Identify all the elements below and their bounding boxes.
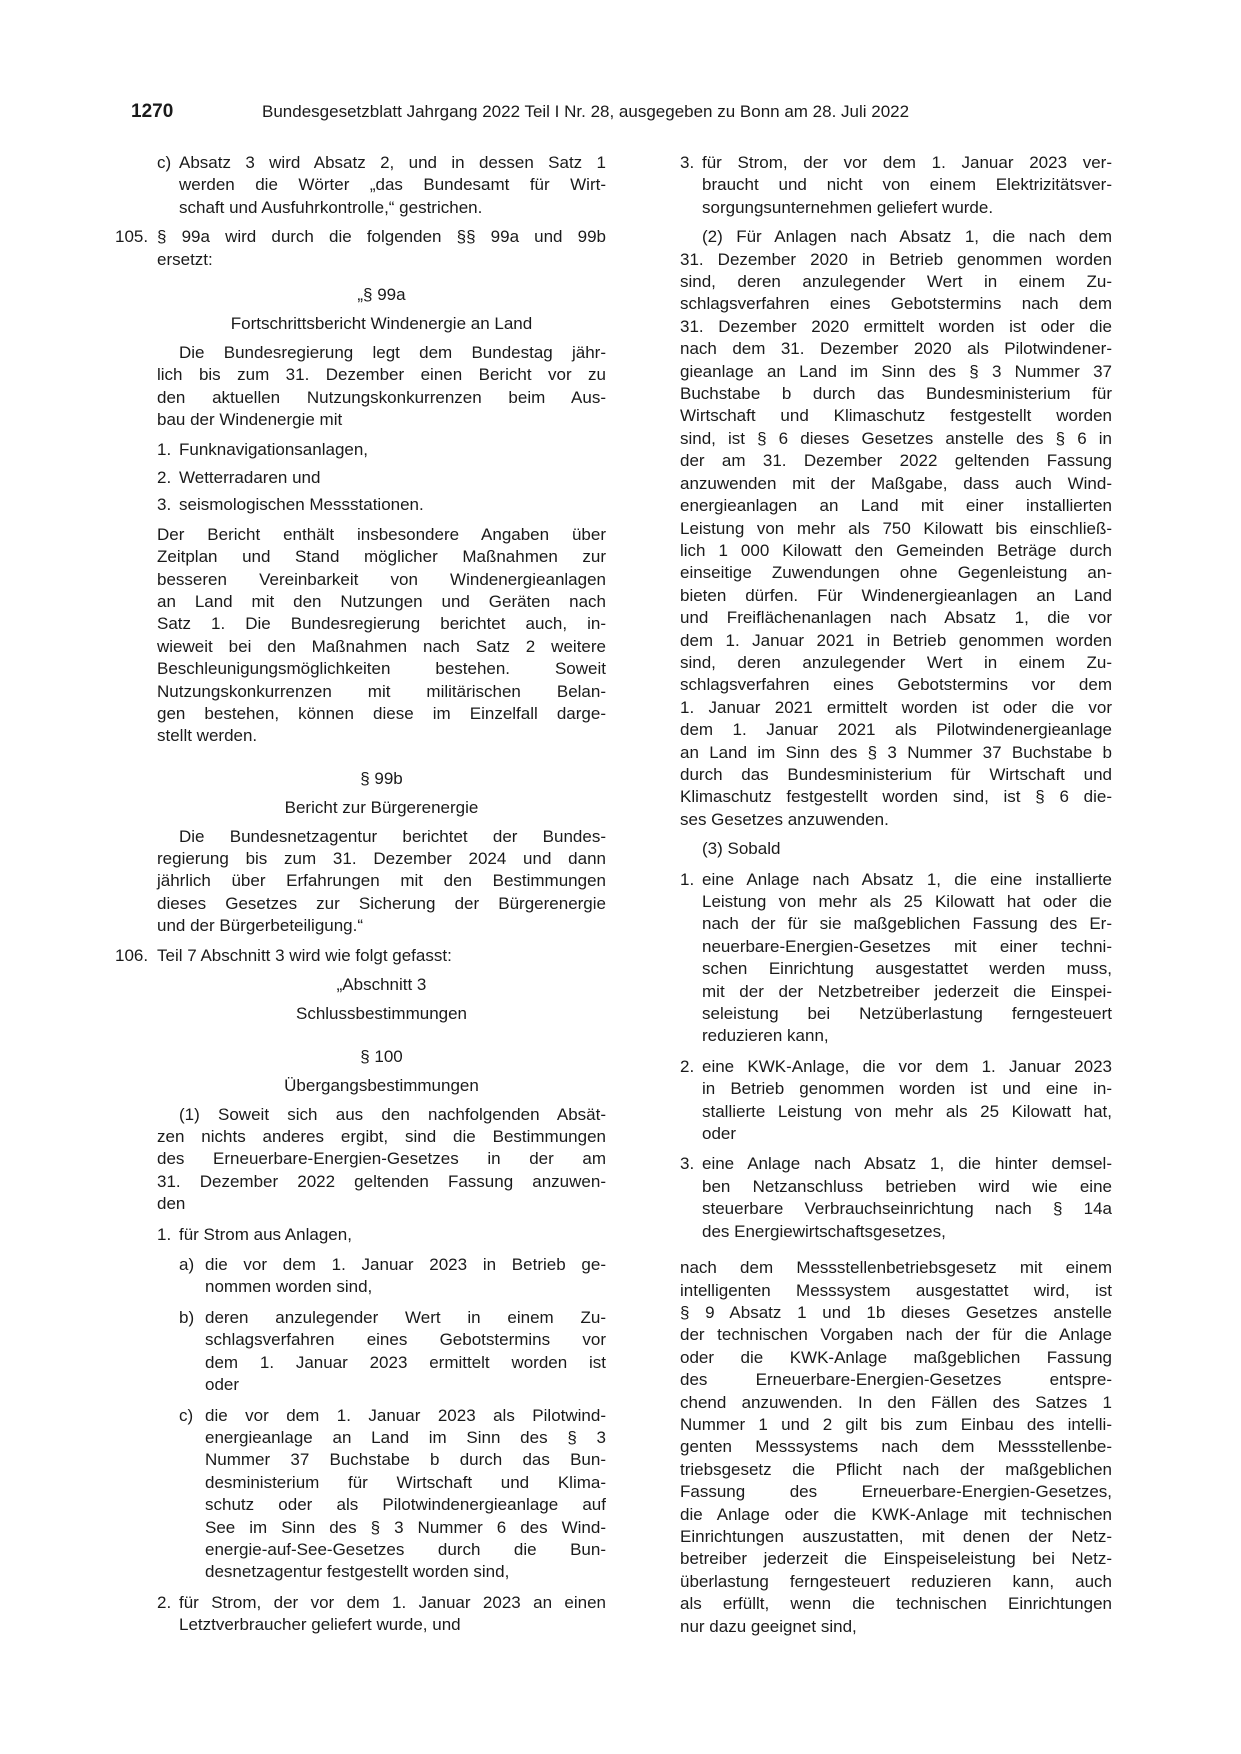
chapter-heading: „Abschnitt 3 bbox=[336, 975, 427, 994]
amendment-106 bbox=[115, 945, 606, 967]
paragraph-intro: (3) Sobald bbox=[702, 839, 781, 859]
item-text: § 99a wird durch die folgenden §§ 99a und 99b ersetzt: bbox=[157, 227, 606, 269]
amendment-105 bbox=[115, 226, 606, 271]
section-heading: § 99b bbox=[360, 768, 403, 788]
item-text: Absatz 3 wird Absatz 2, und in dessen Satz 1 werden die Wörter „das Bundesamt für Wirt- schaft und Ausfuhrkontrolle,“ gestrichen. bbox=[179, 153, 606, 217]
list-item: 2. eine KWK-Anlage, die vor dem 1. Januar 2023 in Betrieb genommen worden ist und eine in- stallierte Leistung von mehr als 25 Kilowatt hat, oder bbox=[680, 1056, 1112, 1144]
list-item: 1. eine Anlage nach Absatz 1, die eine installierte Leistung von mehr als 25 Kilowatt hat oder die nach der für sie maßgeblichen Fassung des Er- neuerbare-Energien-Gesetzes mit einer techni- schen Einrichtung ausgestattet werden muss, mit der der Netzbetreiber jederzeit die Einspei- seleistung bei Netzüberlastung ferngesteuert reduzieren kann, bbox=[680, 869, 1112, 1046]
list-item: 1. Funknavigationsanlagen, bbox=[157, 440, 369, 460]
running-title: Bundesgesetzblatt Jahrgang 2022 Teil I Nr. 28, ausgegeben zu Bonn am 28. Juli 2022 bbox=[262, 102, 910, 121]
paragraph: (2) Für Anlagen nach Absatz 1, die nach dem 31. Dezember 2020 in Betrieb genommen worden sind, deren anzulegender Wert in einem Zu- schlagsverfahren eines Gebotstermins nach dem 31. Dezember 2020 ermittelt worden ist oder die nach dem 31. Dezember 2020 als Pilotwindener- gieanlage an Land im Sinn des § 3 Nummer 37 Buchstabe b durch das Bundesministerium für Wirtschaft und Klimaschutz festgestellt worden sind, ist § 6 dieses Gesetzes anstelle des § 6 in der am 31. Dezember 2022 geltenden Fassung anzuwenden mit der Maßgabe, dass auch Wind- energieanlagen an Land mit einer installierten Leistung von mehr als 750 Kilowatt bis einschließ- lich 1 000 Kilowatt den Gemeinden Beträge durch einseitige Zuwendungen ohne Gegenleistung an- bieten dürfen. Für Windenergieanlagen an Land und Freiflächenanlagen nach Absatz 1, die vor dem 1. Januar 2021 in Betrieb genommen worden sind, deren anzulegender Wert in einem Zu- schlagsverfahren eines Gebotstermins vor dem 1. Januar 2021 ermittelt worden ist oder die vor dem 1. Januar 2021 als Pilotwindenergieanlage an Land im Sinn des § 3 Nummer 37 Buchstabe b durch das Bundesministerium für Wirtschaft und Klimaschutz festgestellt worden sind, ist § 6 die- ses Gesetzes anzuwenden. bbox=[680, 227, 1112, 829]
list-item: 2. Wetterradaren und bbox=[157, 467, 321, 487]
section-title: Übergangsbestimmungen bbox=[284, 1076, 479, 1096]
right-column bbox=[680, 152, 1112, 1638]
item-label: 106. bbox=[115, 945, 149, 965]
list-item: 3. seismologischen Messstationen. bbox=[157, 495, 424, 515]
paragraph: Die Bundesregierung legt dem Bundestag jähr- lich bis zum 31. Dezember einen Bericht vor zu den aktuellen Nutzungskonkurrenzen beim Aus- bau der Windenergie mit bbox=[157, 342, 606, 430]
left-column bbox=[115, 152, 606, 1637]
section-heading: § 100 bbox=[360, 1046, 403, 1066]
paragraph: (1) Soweit sich aus den nachfolgenden Absät- zen nichts anderes ergibt, sind die Bestimmungen des Erneuerbare-Energien-Gesetzes in der am 31. Dezember 2022 geltenden Fassung anzuwen- den bbox=[157, 1104, 606, 1214]
section-title: Bericht zur Bürgerenergie bbox=[284, 798, 479, 818]
list-item: c) die vor dem 1. Januar 2023 als Pilotwind- energieanlage an Land im Sinn des § 3 Nummer 37 Buchstabe b durch das Bun- desministerium für Wirtschaft und Klima- schutz oder als Pilotwindenergieanlage auf See im Sinn des § 3 Nummer 6 des Wind- energie-auf-See-Gesetzes durch die Bun- desnetzagentur festgestellt worden sind, bbox=[179, 1405, 606, 1582]
paragraph: Die Bundesnetzagentur berichtet der Bundes- regierung bis zum 31. Dezember 2024 und dann jährlich über Erfahrungen mit den Bestimmungen dieses Gesetzes zur Sicherung der Bürgerenergie und der Bürgerbeteiligung.“ bbox=[157, 826, 606, 936]
list-item: 2. für Strom, der vor dem 1. Januar 2023 an einen Letztverbraucher geliefert wurde, und bbox=[157, 1592, 606, 1635]
paragraph: nach dem Messstellenbetriebsgesetz mit einem intelligenten Messsystem ausgestattet wird, ist § 9 Absatz 1 und 1b dieses Gesetzes anstelle der technischen Vorgaben nach der für die Anlage oder die KWK-Anlage maßgeblichen Fassung des Erneuerbare-Energien-Gesetzes entspre- chend anzuwenden. In den Fällen des Satzes 1 Nummer 1 und 2 gilt bis zum Einbau des intelli- genten Messsystems nach dem Messstellenbe- triebsgesetz die Pflicht nach der maßgeblichen Fassung des Erneuerbare-Energien-Gesetzes, die Anlage oder die KWK-Anlage mit technischen Einrichtungen auszustatten, mit denen der Netz- betreiber jederzeit die Einspeiseleistung bei Netz- überlastung ferngesteuert reduzieren kann, auch als erfüllt, wenn die technischen Einrichtungen nur dazu geeignet sind, bbox=[680, 1258, 1112, 1636]
list-item: a) die vor dem 1. Januar 2023 in Betrieb ge- nommen worden sind, bbox=[179, 1255, 606, 1297]
item-label: 105. bbox=[115, 227, 149, 247]
item-text: Teil 7 Abschnitt 3 wird wie folgt gefasst: bbox=[157, 945, 452, 965]
section-title: Fortschrittsbericht Windenergie an Land bbox=[230, 314, 533, 334]
paragraph: Der Bericht enthält insbesondere Angaben über Zeitplan und Stand möglicher Maßnahmen zur besseren Vereinbarkeit von Windenergieanlagen an Land mit den Nutzungen und Geräten nach Satz 1. Die Bundesregierung berichtet auch, in- wieweit bei den Maßnahmen nach Satz 2 weitere Beschleunigungsmöglichkeiten bestehen. Soweit Nutzungskonkurrenzen mit militärischen Belan- gen bestehen, können diese im Einzelfall darge- stellt werden. bbox=[157, 524, 606, 746]
chapter-title: Schlussbestimmungen bbox=[295, 1004, 468, 1024]
page-number: 1270 bbox=[131, 101, 174, 122]
list-item: 3. eine Anlage nach Absatz 1, die hinter demsel- ben Netzanschluss betrieben wird wie eine steuerbare Verbrauchseinrichtung nach § 14a des Energiewirtschaftsgesetzes, bbox=[680, 1154, 1112, 1241]
list-item bbox=[131, 152, 606, 219]
section-heading: „§ 99a bbox=[357, 285, 406, 305]
list-item: 1. für Strom aus Anlagen, bbox=[157, 1224, 352, 1244]
list-item: b) deren anzulegender Wert in einem Zu- schlagsverfahren eines Gebotstermins vor dem 1. Januar 2023 ermittelt worden ist oder bbox=[179, 1307, 606, 1395]
item-label: c) bbox=[157, 153, 172, 172]
list-item: 3. für Strom, der vor dem 1. Januar 2023 ver- braucht und nicht von einem Elektrizitätsver- sorgungsunternehmen geliefert wurde. bbox=[680, 153, 1112, 217]
page-header bbox=[131, 101, 1111, 127]
